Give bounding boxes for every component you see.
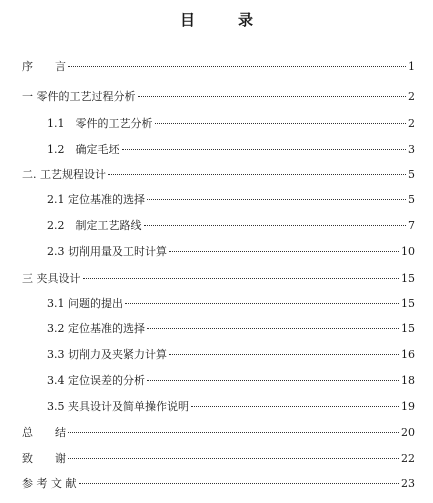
leader-dots (147, 199, 406, 200)
toc-page-number: 3 (408, 143, 415, 156)
toc-entry-3-5[interactable] (47, 400, 415, 414)
toc-page-number: 19 (401, 400, 415, 413)
toc-entry-label: 3.1 问题的提出 (47, 297, 123, 310)
toc-page-number: 23 (401, 477, 415, 490)
leader-dots (68, 432, 399, 433)
toc-entry-label: 1.2 确定毛坯 (47, 143, 120, 156)
toc-entry-3-4[interactable] (47, 374, 415, 388)
toc-entry-acknowledgements[interactable] (22, 452, 415, 466)
leader-dots (108, 174, 406, 175)
toc-page-number: 15 (401, 297, 415, 310)
toc-entry-2-1[interactable] (47, 193, 415, 207)
toc-page-number: 22 (401, 452, 415, 465)
toc-page-number: 15 (401, 322, 415, 335)
leader-dots (125, 303, 399, 304)
leader-dots (68, 66, 406, 67)
leader-dots (147, 380, 399, 381)
page-title: 目 录 (179, 11, 267, 29)
toc-entry-label: 3.3 切削力及夹紧力计算 (47, 348, 167, 361)
toc-entry-label: 一 零件的工艺过程分析 (22, 90, 136, 103)
toc-entry-label: 2.1 定位基准的选择 (47, 193, 145, 206)
toc-entry-1-1[interactable] (47, 117, 415, 131)
leader-dots (169, 251, 399, 252)
toc-page-number: 15 (401, 272, 415, 285)
toc-entry-label: 二. 工艺规程设计 (22, 168, 106, 181)
toc-entry-1-2[interactable] (47, 143, 415, 157)
toc-entry-2-2[interactable] (47, 219, 415, 233)
toc-page-number: 16 (401, 348, 415, 361)
toc-entry-label: 序 言 (22, 60, 66, 73)
leader-dots (79, 483, 400, 484)
leader-dots (144, 225, 407, 226)
toc-page-number: 20 (401, 426, 415, 439)
toc-page-number: 1 (408, 60, 415, 73)
toc-page-number: 10 (401, 245, 415, 258)
toc-entry-preface[interactable] (22, 60, 415, 74)
leader-dots (122, 149, 407, 150)
toc-entry-summary[interactable] (22, 426, 415, 440)
toc-entry-label: 参 考 文 献 (22, 477, 77, 490)
leader-dots (83, 278, 400, 279)
toc-entry-2-3[interactable] (47, 245, 415, 259)
toc-entry-chapter-2[interactable] (22, 168, 415, 182)
toc-entry-chapter-3[interactable] (22, 272, 415, 286)
toc-entry-label: 2.3 切削用量及工时计算 (47, 245, 167, 258)
toc-page-number: 5 (408, 193, 415, 206)
leader-dots (191, 406, 399, 407)
toc-entry-label: 三 夹具设计 (22, 272, 81, 285)
leader-dots (169, 354, 399, 355)
toc-entry-chapter-1[interactable] (22, 90, 415, 104)
toc-page-number: 5 (408, 168, 415, 181)
toc-entry-label: 总 结 (22, 426, 66, 439)
toc-entry-label: 2.2 制定工艺路线 (47, 219, 142, 232)
toc-entry-label: 1.1 零件的工艺分析 (47, 117, 153, 130)
toc-page-number: 7 (408, 219, 415, 232)
leader-dots (138, 96, 407, 97)
leader-dots (147, 328, 399, 329)
toc-entry-3-1[interactable] (47, 297, 415, 311)
toc-page-number: 2 (408, 117, 415, 130)
toc-entry-label: 3.4 定位误差的分析 (47, 374, 145, 387)
toc-entry-label: 致 谢 (22, 452, 66, 465)
toc-entry-references[interactable] (22, 477, 415, 491)
leader-dots (155, 123, 407, 124)
leader-dots (68, 458, 399, 459)
toc-entry-label: 3.5 夹具设计及简单操作说明 (47, 400, 189, 413)
toc-page-number: 18 (401, 374, 415, 387)
toc-page-number: 2 (408, 90, 415, 103)
toc-entry-3-3[interactable] (47, 348, 415, 362)
toc-entry-3-2[interactable] (47, 322, 415, 336)
toc-entry-label: 3.2 定位基准的选择 (47, 322, 145, 335)
